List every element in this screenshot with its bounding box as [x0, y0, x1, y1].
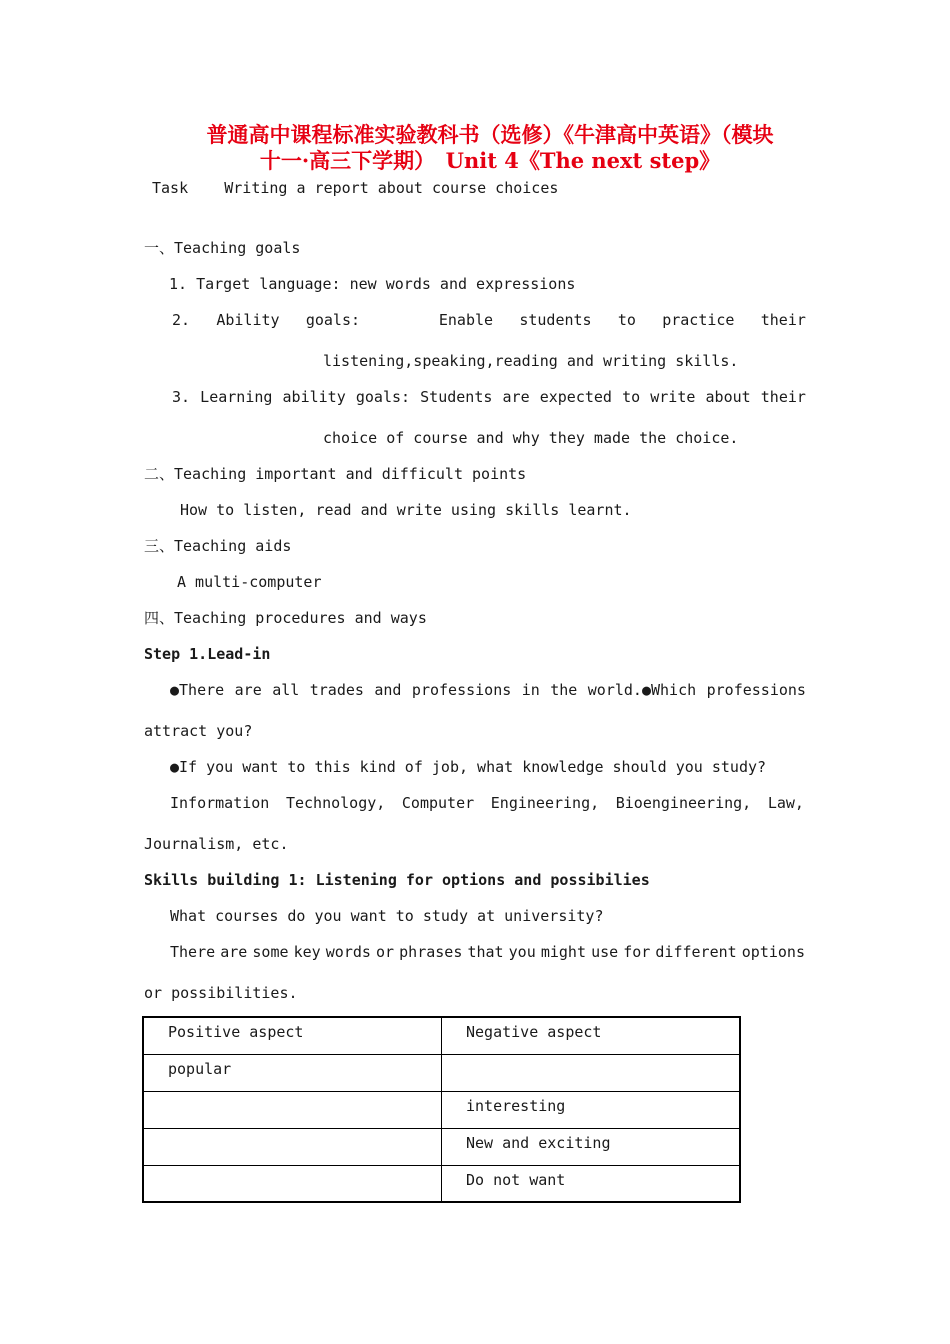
goal-item-2 — [172, 310, 806, 330]
section-3-heading: 三、Teaching aids — [144, 537, 292, 555]
step-1-heading: Step 1.Lead-in — [144, 645, 271, 663]
word: their — [760, 388, 806, 406]
word: practice — [662, 311, 735, 329]
aspects-table — [142, 1016, 741, 1203]
skills-heading: Skills building 1: Listening for options and possibilies — [144, 871, 650, 889]
word: different — [655, 943, 737, 961]
word: you — [508, 943, 536, 961]
word: use — [591, 943, 619, 961]
word: are — [502, 388, 530, 406]
word: Ability — [216, 311, 280, 329]
goal-item-3 — [172, 387, 806, 407]
word: Engineering, — [490, 794, 600, 812]
word: Bioengineering, — [615, 794, 752, 812]
word: Enable — [438, 311, 494, 329]
section-1-heading: 一、Teaching goals — [144, 239, 301, 257]
word: professions — [411, 681, 512, 699]
table-cell: interesting — [442, 1091, 741, 1128]
lead-in-bullet-1-cont: attract you? — [144, 722, 253, 740]
table-row — [143, 1165, 740, 1202]
goal-item-2-cont: listening,speaking,reading and writing skills. — [323, 352, 739, 370]
table-cell: New and exciting — [442, 1128, 741, 1165]
lead-in-bullet-2: ●If you want to this kind of job, what knowledge should you study? — [170, 758, 767, 776]
word: 2. — [172, 311, 191, 329]
section-3-text: A multi-computer — [177, 573, 322, 591]
table-cell: popular — [143, 1054, 442, 1091]
word: world.●Which — [587, 681, 697, 699]
table-row — [143, 1128, 740, 1165]
word: options — [741, 943, 805, 961]
word: professions — [706, 681, 806, 699]
word: Computer — [401, 794, 475, 812]
word: to — [622, 388, 641, 406]
task-line — [152, 178, 558, 198]
skills-paragraph-cont: or possibilities. — [144, 984, 298, 1002]
word: all — [272, 681, 300, 699]
word: Students — [420, 388, 493, 406]
word: Law, — [767, 794, 804, 812]
table-cell: Positive aspect — [143, 1017, 442, 1054]
word: students — [519, 311, 592, 329]
title-line-1: 普通高中课程标准实验教科书（选修）《牛津高中英语》（模块 — [206, 122, 774, 147]
table-row — [143, 1091, 740, 1128]
word: write — [650, 388, 696, 406]
word: ability — [282, 388, 346, 406]
word: the — [550, 681, 578, 699]
skills-question: What courses do you want to study at university? — [170, 907, 604, 925]
word: about — [705, 388, 751, 406]
word: Technology, — [285, 794, 386, 812]
section-2-heading: 二、Teaching important and difficult points — [144, 465, 527, 483]
word: and — [374, 681, 402, 699]
word: in — [521, 681, 540, 699]
table-cell — [442, 1054, 741, 1091]
word: Learning — [200, 388, 273, 406]
word: trades — [309, 681, 364, 699]
word: expected — [539, 388, 612, 406]
document-title — [150, 122, 830, 174]
table-header-row — [143, 1017, 740, 1054]
word: are — [220, 943, 248, 961]
word: Information — [170, 794, 270, 812]
word: words — [325, 943, 371, 961]
word: 3. — [172, 388, 191, 406]
table-cell: Do not want — [442, 1165, 741, 1202]
word: are — [234, 681, 262, 699]
title-line-2: 十一·高三下学期） Unit 4《The next step》 — [259, 148, 721, 173]
section-4-heading: 四、Teaching procedures and ways — [144, 609, 427, 627]
table-cell — [143, 1091, 442, 1128]
task-label: Task — [152, 179, 189, 197]
subject-list — [170, 793, 804, 813]
table-cell — [143, 1165, 442, 1202]
task-text: Writing a report about course choices — [224, 179, 559, 197]
table-cell — [143, 1128, 442, 1165]
table-cell: Negative aspect — [442, 1017, 741, 1054]
word: that — [467, 943, 504, 961]
word: There — [170, 943, 216, 961]
word: might — [540, 943, 586, 961]
word: phrases — [399, 943, 463, 961]
word: to — [617, 311, 636, 329]
word: goals: — [355, 388, 411, 406]
word: for — [623, 943, 651, 961]
section-2-text: How to listen, read and write using skills learnt. — [180, 501, 632, 519]
word: or — [376, 943, 395, 961]
lead-in-bullet-1 — [170, 680, 806, 700]
table-row — [143, 1054, 740, 1091]
word: key — [293, 943, 321, 961]
word: their — [760, 311, 806, 329]
goal-item-1: 1. Target language: new words and expressions — [169, 275, 576, 293]
goal-item-3-cont: choice of course and why they made the choice. — [323, 429, 739, 447]
word: goals: — [305, 311, 361, 329]
word: ●There — [170, 681, 225, 699]
skills-paragraph — [170, 942, 805, 962]
subject-list-cont: Journalism, etc. — [144, 835, 289, 853]
word: some — [252, 943, 289, 961]
